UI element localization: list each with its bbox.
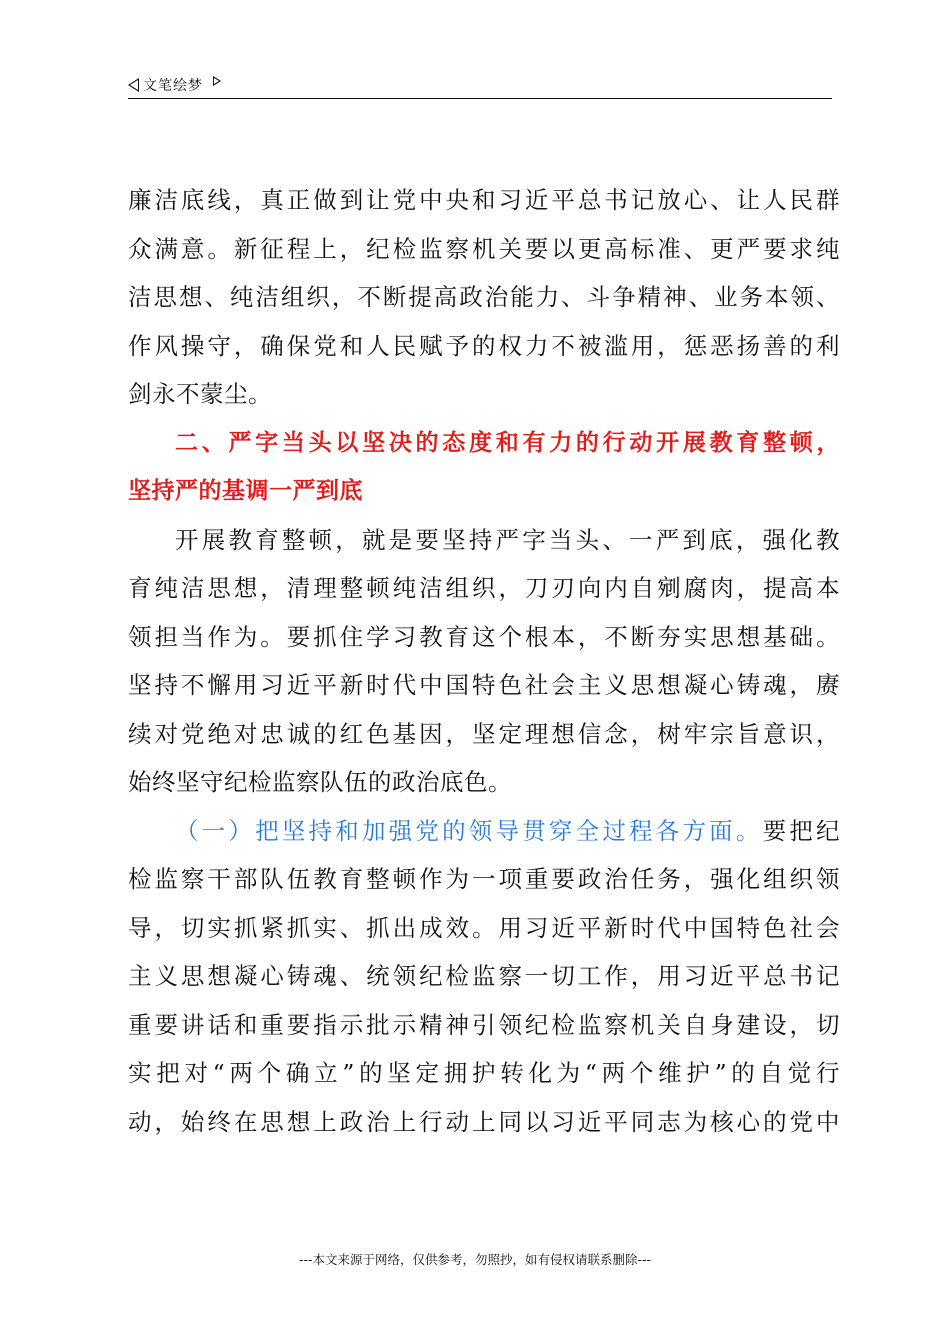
text-line: 开展教育整顿，就是要坚持严字当头、一严到底，强化教 bbox=[175, 525, 840, 554]
text-line: 动，始终在思想上政治上行动上同以习近平同志为核心的党中 bbox=[128, 1107, 840, 1136]
triangle-left-icon bbox=[128, 78, 139, 92]
text-line: 坚持不懈用习近平新时代中国特色社会主义思想凝心铸魂，赓 bbox=[128, 671, 840, 699]
text-line: 检监察干部队伍教育整顿作为一项重要政治任务，强化组织领 bbox=[128, 865, 840, 893]
triangle-right-icon bbox=[213, 76, 221, 86]
text-line: 洁思想、纯洁组织，不断提高政治能力、斗争精神、业务本领、 bbox=[128, 283, 840, 311]
brand bbox=[128, 74, 221, 96]
text-line: 廉洁底线，真正做到让党中央和习近平总书记放心、让人民群 bbox=[128, 186, 840, 214]
section-heading: 二、严字当头以坚决的态度和有力的行动开展教育整顿， bbox=[175, 429, 840, 456]
text-line: 实把对“两个确立”的坚定拥护转化为“两个维护”的自觉行 bbox=[128, 1059, 840, 1087]
text-line: 重要讲话和重要指示批示精神引领纪检监察机关自身建设，切 bbox=[128, 1010, 840, 1039]
subheading-line bbox=[128, 807, 840, 856]
text-line: 续对党绝对忠诚的红色基因，坚定理想信念，树牢宗旨意识， bbox=[128, 719, 840, 748]
footer-disclaimer: ---本文来源于网络，仅供参考，勿照抄，如有侵权请联系删除--- bbox=[298, 1252, 652, 1267]
text-span: 要把纪 bbox=[762, 816, 841, 845]
page-header bbox=[128, 74, 832, 99]
text-line: 育纯洁思想，清理整顿纯洁组织，刀刃向内自剜腐肉，提高本 bbox=[128, 574, 840, 602]
brand-text: 文笔绘梦 bbox=[143, 78, 203, 94]
text-line: 始终坚守纪检监察队伍的政治底色。 bbox=[128, 768, 512, 796]
document-body bbox=[128, 176, 840, 1146]
section-heading: 坚持严的基调一严到底 bbox=[128, 478, 363, 504]
text-line: 主义思想凝心铸魂、统领纪检监察一切工作，用习近平总书记 bbox=[128, 962, 840, 990]
text-line: 导，切实抓紧抓实、抓出成效。用习近平新时代中国特色社会 bbox=[128, 913, 840, 942]
subheading: （一）把坚持和加强党的领导贯穿全过程各方面。 bbox=[175, 816, 763, 845]
text-line: 作风操守，确保党和人民赋予的权力不被滥用，惩恶扬善的利 bbox=[128, 331, 840, 360]
text-line: 领担当作为。要抓住学习教育这个根本，不断夯实思想基础。 bbox=[128, 622, 840, 651]
text-line: 剑永不蒙尘。 bbox=[128, 380, 272, 408]
text-line: 众满意。新征程上，纪检监察机关要以更高标准、更严要求纯 bbox=[128, 234, 840, 263]
